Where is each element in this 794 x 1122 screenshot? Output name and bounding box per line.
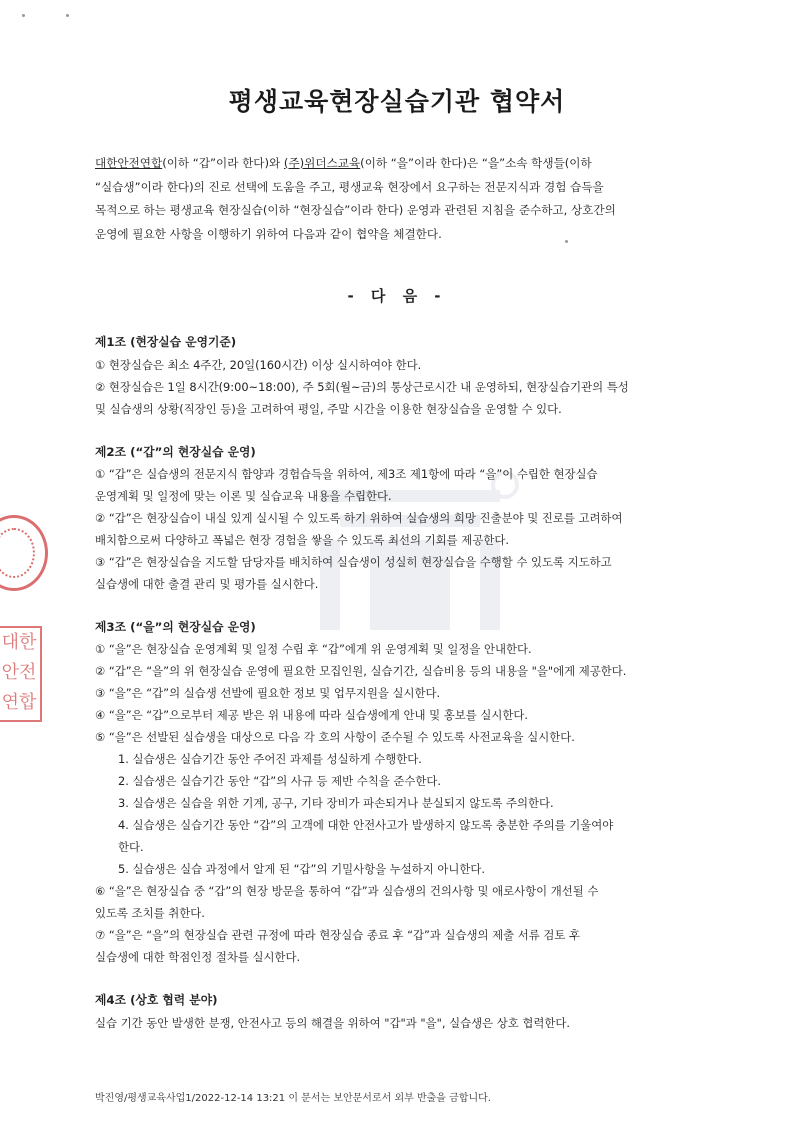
article-line: ⑥ “을”은 현장실습 중 “갑”의 현장 방문을 통하여 “갑”과 실습생의 건의사항 및 애로사항이 개선될 수 xyxy=(95,884,599,898)
article-3-title: 제3조 (“을”의 현장실습 운영) xyxy=(95,620,256,634)
article-line: ② 현장실습은 1일 8시간(9:00~18:00), 주 5회(월~금)의 통상근로시간 내 운영하되, 현장실습기관의 특성 xyxy=(95,380,629,394)
intro-paragraph xyxy=(95,152,705,246)
article-line: ⑤ “을”은 선발된 실습생을 대상으로 다음 각 호의 사항이 준수될 수 있도록 사전교육을 실시한다. xyxy=(95,730,575,744)
article-line: ① 현장실습은 최소 4주간, 20일(160시간) 이상 실시하여야 한다. xyxy=(95,358,422,372)
article-line: ③ “을”은 “갑”의 실습생 선발에 필요한 정보 및 업무지원을 실시한다. xyxy=(95,686,441,700)
security-footer: 박진영/평생교육사업1/2022-12-14 13:21 이 문서는 보안문서로서 외부 반출을 금합니다. xyxy=(95,1093,491,1104)
article-sub-line: 1. 실습생은 실습기간 동안 주어진 과제를 성실하게 수행한다. xyxy=(118,752,422,766)
article-sub-line: 5. 실습생은 실습 과정에서 알게 된 “갑”의 기밀사항을 누설하지 아니한다. xyxy=(118,862,485,876)
intro-text: 운영에 필요한 사항을 이행하기 위하여 다음과 같이 협약을 체결한다. xyxy=(95,226,442,241)
seal-stamp-square: 대한 안전 연합 xyxy=(0,626,42,722)
article-line: ② “갑”은 현장실습이 내실 있게 실시될 수 있도록 하기 위하여 실습생의 희망 진출분야 및 진로를 고려하여 xyxy=(95,511,623,525)
article-line: ⑦ “을”은 “을”의 현장실습 관련 규정에 따라 현장실습 종료 후 “갑”과 실습생의 제출 서류 검토 후 xyxy=(95,928,581,942)
article-1-title: 제1조 (현장실습 운영기준) xyxy=(95,335,237,349)
article-line: 운영계획 및 일정에 맞는 이론 및 실습교육 내용을 수립한다. xyxy=(95,489,392,503)
article-line: ① “갑”은 실습생의 전문지식 함양과 경험습득을 위하여, 제3조 제1항에 따라 “을”이 수립한 현장실습 xyxy=(95,467,598,481)
document-title: 평생교육현장실습기관 협약서 xyxy=(228,87,566,116)
article-line: 배치함으로써 다양하고 폭넓은 현장 경험을 쌓을 수 있도록 최선의 기회를 제공한다. xyxy=(95,533,509,547)
scan-dot xyxy=(66,14,69,17)
article-sub-line: 2. 실습생은 실습기간 동안 “갑”의 사규 등 제반 수칙을 준수한다. xyxy=(118,774,441,788)
article-line: 실습생에 대한 출결 관리 및 평가를 실시한다. xyxy=(95,577,319,591)
seal-stamp-round xyxy=(0,515,48,591)
party-a-name: 대한안전연합 xyxy=(95,156,163,170)
intro-text: (이하 “갑”이라 한다)와 xyxy=(162,156,284,170)
article-line: 실습생에 대한 학점인정 절차를 실시한다. xyxy=(95,950,301,964)
article-2-title: 제2조 (“갑”의 현장실습 운영) xyxy=(95,445,256,459)
article-line: 있도록 조치를 취한다. xyxy=(95,906,205,920)
article-line: ① “을”은 현장실습 운영계획 및 일정 수립 후 “갑”에게 위 운영계획 및 일정을 안내한다. xyxy=(95,642,532,656)
article-line: ② “갑”은 “을”의 위 현장실습 운영에 필요한 모집인원, 실습기간, 실습비용 등의 내용을 "을"에게 제공한다. xyxy=(95,664,627,678)
intro-text: “실습생”이라 한다)의 진로 선택에 도움을 주고, 평생교육 현장에서 요구하는 전문지식과 경험 습득을 xyxy=(95,179,604,194)
article-sub-line: 4. 실습생은 실습기간 동안 “갑”의 고객에 대한 안전사고가 발생하지 않도록 충분한 주의를 기울여야 xyxy=(118,818,614,832)
intro-text: (이하 “을”이라 한다)은 “을”소속 학생들(이하 xyxy=(360,156,592,170)
article-line: 및 실습생의 상황(직장인 등)을 고려하여 평일, 주말 시간을 이용한 현장실습을 운영할 수 있다. xyxy=(95,402,562,416)
scan-dot xyxy=(22,14,25,17)
article-sub-line: 3. 실습생은 실습을 위한 기계, 공구, 기타 장비가 파손되거나 분실되지 않도록 주의한다. xyxy=(118,796,554,810)
article-line: 실습 기간 동안 발생한 분쟁, 안전사고 등의 해결을 위하여 "갑"과 "을", 실습생은 상호 협력한다. xyxy=(95,1016,571,1030)
article-line: ③ “갑”은 현장실습을 지도할 담당자를 배치하여 실습생이 성실히 현장실습을 수행할 수 있도록 지도하고 xyxy=(95,555,612,569)
article-4-title: 제4조 (상호 협력 분야) xyxy=(95,993,218,1007)
party-b-name: (주)위더스교육 xyxy=(283,156,361,170)
article-sub-line: 한다. xyxy=(118,840,144,854)
section-heading: - 다 음 - xyxy=(347,287,447,305)
intro-text: 목적으로 하는 평생교육 현장실습(이하 “현장실습”이라 한다) 운영과 관련된 지침을 준수하고, 상호간의 xyxy=(95,203,616,217)
article-line: ④ “을”은 “갑”으로부터 제공 받은 위 내용에 따라 실습생에게 안내 및 홍보를 실시한다. xyxy=(95,708,528,722)
